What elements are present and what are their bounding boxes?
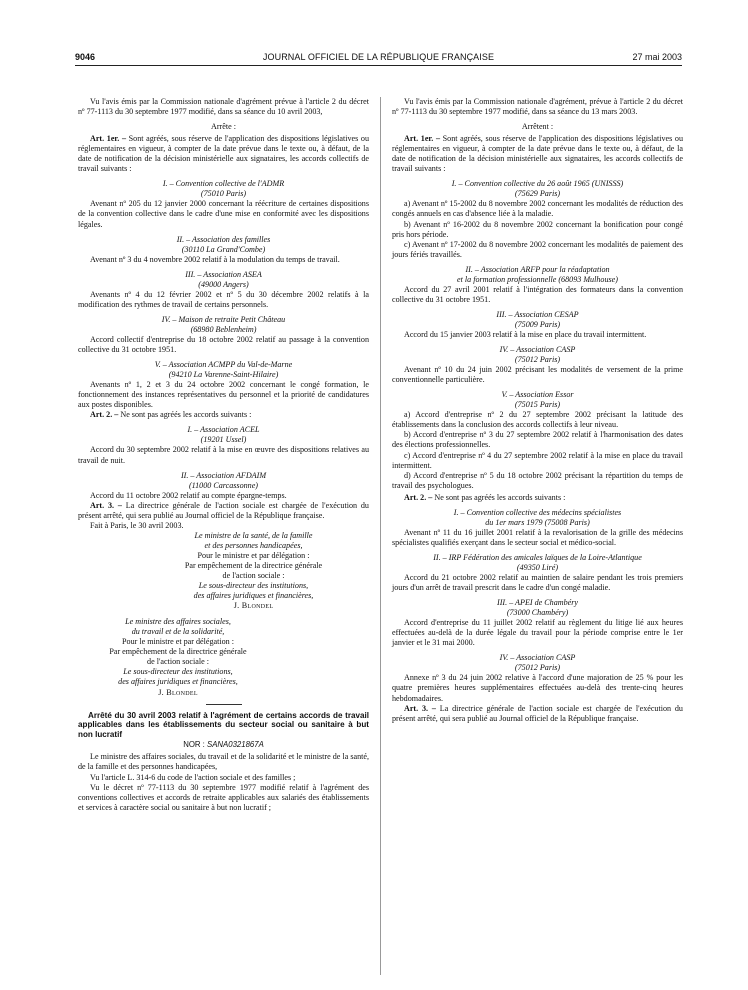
article-label: Art. 2. – xyxy=(404,492,433,502)
nor-label: NOR : xyxy=(183,740,208,750)
signature-block-2 xyxy=(78,617,278,697)
article-text: Sont agréés, sous réserve de l'application des dispositions législatives ou réglementaires en vigueur, à compter de la date prévue dans le texte ou, à défaut, de la date de notification de la décision ministérielle aux signataires, les accords collectifs de travail suivants : xyxy=(78,134,369,174)
decree-paragraph: Vu le décret nº 77-1113 du 30 septembre 1977 modifié relatif à l'agrément des conventions collectives et accords de retraite applicables aux salariés des établissements et services à caractère social ou sanitaire à but non lucratif ; xyxy=(78,782,369,812)
signatory-name: J. Blondel xyxy=(158,687,198,697)
arrete-heading: Arrête : xyxy=(211,122,236,132)
item-text: c) Accord d'entreprise nº 4 du 27 septembre 2002 relatif à la mise en place du travail intermittent. xyxy=(392,450,683,470)
issue-date: 27 mai 2003 xyxy=(632,52,682,62)
signature-line: des affaires juridiques et financières, xyxy=(193,591,314,601)
signature-line: Le ministre de la santé, de la famille xyxy=(194,530,313,540)
nor-code: SANA0321867A xyxy=(207,740,264,750)
section-text: Accord du 21 octobre 2002 relatif au maintien de salaire pendant les trois premiers jours d'un arrêt de travail prescrit dans le cadre d'un congé maladie. xyxy=(392,573,683,593)
section-location: (94210 La Varenne-Saint-Hilaire) xyxy=(168,370,279,380)
signature-line: Pour le ministre et par délégation : xyxy=(122,637,234,647)
signature-line: Le sous-directeur des institutions, xyxy=(198,581,309,591)
section-location: (68980 Beblenheim) xyxy=(190,324,257,334)
item-text: a) Avenant nº 15-2002 du 8 novembre 2002 concernant les modalités de réduction des congés annuels en cas d'absence liée à la maladie. xyxy=(392,199,683,219)
section-location: (73000 Chambéry) xyxy=(506,608,569,618)
section-title: I. – Convention collective de l'ADMR xyxy=(162,179,285,189)
section-text: Avenant nº 205 du 12 janvier 2000 concernant la réécriture de certaines dispositions de la convention collective dans le cadre d'une mise en conformité avec les dispositions légales. xyxy=(78,199,369,229)
signature-line: de l'action sociale : xyxy=(147,657,209,667)
article-2 xyxy=(392,493,683,503)
item-text: c) Avenant nº 17-2002 du 8 novembre 2002 concernant les modalités de paiement des jours fériés travaillés. xyxy=(392,239,683,259)
signatory-name: J. Blondel xyxy=(233,601,274,611)
article-text: Ne sont pas agréés les accords suivants : xyxy=(432,492,566,502)
section-location: (75009 Paris) xyxy=(514,319,561,329)
left-column xyxy=(78,97,369,813)
decree-title: Arrêté du 30 avril 2003 relatif à l'agrément de certains accords de travail applicables dans les établissements du secteur social ou sanitaire à but non lucratif xyxy=(78,710,369,739)
column-divider xyxy=(380,97,381,975)
section-text: Avenants nº 4 du 12 février 2002 et nº 5 du 30 décembre 2002 relatifs à la modification des rythmes de travail de certains personnels. xyxy=(78,289,369,309)
item-text: d) Accord d'entreprise nº 5 du 18 octobre 2002 précisant la répartition du temps de travail des psychologues. xyxy=(392,470,683,490)
article-1 xyxy=(392,134,683,174)
section-title: II. – Association AFDAIM xyxy=(180,470,267,480)
signature-date: Fait à Paris, le 30 avril 2003. xyxy=(90,520,184,530)
section-location: (75012 Paris) xyxy=(514,663,561,673)
section-text: Avenant nº 3 du 4 novembre 2002 relatif à la modulation du temps de travail. xyxy=(90,254,340,264)
journal-title: JOURNAL OFFICIEL DE LA RÉPUBLIQUE FRANÇAISE xyxy=(262,52,495,62)
page-number: 9046 xyxy=(75,52,96,62)
signature-line: des affaires juridiques et financières, xyxy=(118,677,238,687)
article-text: Ne sont pas agréés les accords suivants : xyxy=(118,410,252,420)
item-text: a) Accord d'entreprise nº 2 du 27 septembre 2002 précisant la latitude des établissements dans la conclusion des accords collectifs à leur niveau. xyxy=(392,410,683,430)
article-label: Art. 3. – xyxy=(404,703,436,713)
article-1 xyxy=(78,134,369,174)
signature-line: Par empêchement de la directrice générale xyxy=(184,560,323,570)
section-text: Avenant nº 11 du 16 juillet 2001 relatif à la revalorisation de la grille des médecins spécialistes qualifiés exerçant dans le secteur social et médico-social. xyxy=(392,527,683,547)
section-title: V. – Association Essor xyxy=(501,390,574,400)
section-title: I. – Association ACEL xyxy=(187,425,260,435)
section-text: Avenants nº 1, 2 et 3 du 24 octobre 2002 concernant le congé formation, le fonctionnement des instances représentatives du personnel et la priorité de candidatures aux postes disponibles. xyxy=(78,380,369,410)
section-title-cont: et la formation professionnelle (68093 Mulhouse) xyxy=(457,274,618,284)
section-title: IV. – Maison de retraite Petit Château xyxy=(161,314,286,324)
article-3 xyxy=(392,704,683,724)
section-location: (75629 Paris) xyxy=(514,189,561,199)
section-text: Annexe nº 3 du 24 juin 2002 relative à l'accord d'une majoration de 25 % pour les quatre premières heures supplémentaires effectuées au-delà des trente-cinq heures hebdomadaires. xyxy=(392,673,683,703)
section-text: Accord du 27 avril 2001 relatif à l'intégration des formateurs dans la convention collective du 31 octobre 1951. xyxy=(392,284,683,304)
section-title: V. – Association ACMPP du Val-de-Marne xyxy=(154,360,293,370)
section-location: (75012 Paris) xyxy=(514,355,561,365)
intro-paragraph: Vu l'avis émis par la Commission nationale d'agrément prévue à l'article 2 du décret nº 77-1113 du 30 septembre 1977 modifié, dans sa séance du 10 avril 2003, xyxy=(78,97,369,117)
section-title: I. – Convention collective des médecins spécialistes xyxy=(453,507,622,517)
section-title: III. – Association CESAP xyxy=(496,309,579,319)
signature-block-1 xyxy=(138,531,369,611)
section-location: (75010 Paris) xyxy=(200,189,247,199)
section-title: II. – Association ARFP pour la réadaptation xyxy=(465,264,610,274)
section-title: II. – IRP Fédération des amicales laïques de la Loire-Atlantique xyxy=(433,552,642,562)
nor-reference xyxy=(78,740,369,750)
article-label: Art. 1er. – xyxy=(404,134,440,144)
article-text: La directrice générale de l'action sociale est chargée de l'exécution du présent arrêté, qui sera publié au Journal officiel de la République française. xyxy=(392,703,683,723)
section-title: III. – Association ASEA xyxy=(185,269,262,279)
signature-line: Le sous-directeur des institutions, xyxy=(123,667,233,677)
item-text: b) Accord d'entreprise nº 3 du 27 septembre 2002 relatif à l'harmonisation des dates des élections professionnelles. xyxy=(392,430,683,450)
section-text: Accord du 30 septembre 2002 relatif à la mise en œuvre des dispositions relatives au travail de nuit. xyxy=(78,445,369,465)
signature-line: Par empêchement de la directrice générale xyxy=(109,647,247,657)
header-rule xyxy=(75,65,682,66)
section-title: I. – Convention collective du 26 août 1965 (UNISSS) xyxy=(451,179,624,189)
section-location: (49000 Angers) xyxy=(198,279,249,289)
section-text: Accord du 15 janvier 2003 relatif à la mise en place du travail intermittent. xyxy=(404,329,647,339)
section-text: Accord d'entreprise du 11 juillet 2002 relatif au règlement du litige lié aux heures effectuées au-delà de la durée légale du travail pour la période comprise entre le 1er janvier et le 31 mai 2000. xyxy=(392,618,683,648)
arretent-heading: Arrêtent : xyxy=(521,122,554,132)
page-header xyxy=(75,52,682,66)
decree-paragraph: Le ministre des affaires sociales, du travail et de la solidarité et le ministre de la santé, de la famille et des personnes handicapées, xyxy=(78,752,369,772)
article-3 xyxy=(78,501,369,521)
signature-line: Pour le ministre et par délégation : xyxy=(197,550,310,560)
article-label: Art. 1er. – xyxy=(90,134,126,144)
section-title: II. – Association des familles xyxy=(176,234,271,244)
section-title: IV. – Association CASP xyxy=(499,653,576,663)
section-text: Avenant nº 10 du 24 juin 2002 précisant les modalités de versement de la prime conventionnelle particulière. xyxy=(392,365,683,385)
section-title: IV. – Association CASP xyxy=(499,345,576,355)
section-text: Accord collectif d'entreprise du 18 octobre 2002 relatif au passage à la convention collective du 31 octobre 1951. xyxy=(78,334,369,355)
article-text: Sont agréés, sous réserve de l'application des dispositions législatives ou réglementaires en vigueur, à compter de la date prévue dans le texte ou, à défaut, de la date de notification de la décision ministérielle aux signataires, les accords collectifs de travail suivants : xyxy=(392,134,683,174)
section-location: (49350 Liré) xyxy=(516,562,559,572)
section-location: (19201 Ussel) xyxy=(200,435,247,445)
article-label: Art. 2. – xyxy=(90,410,119,420)
decree-separator xyxy=(206,704,242,705)
article-text: La directrice générale de l'action sociale est chargée de l'exécution du présent arrêté, qui sera publié au Journal officiel de la République française. xyxy=(78,500,369,520)
section-title-cont: du 1er mars 1979 (75008 Paris) xyxy=(485,517,590,527)
article-2 xyxy=(78,410,369,420)
section-location: (30110 La Grand'Combe) xyxy=(181,244,266,254)
section-text: Accord du 11 octobre 2002 relatif au compte épargne-temps. xyxy=(90,490,287,500)
signature-line: Le ministre des affaires sociales, xyxy=(125,617,231,627)
signature-line: et des personnes handicapées, xyxy=(204,540,303,550)
section-title: III. – APEI de Chambéry xyxy=(497,598,578,608)
section-location: (11000 Carcassonne) xyxy=(188,480,258,490)
signature-line: de l'action sociale : xyxy=(222,571,285,581)
section-location: (75015 Paris) xyxy=(514,400,561,410)
article-label: Art. 3. – xyxy=(90,500,122,510)
right-column xyxy=(392,97,683,724)
signature-line: du travail et de la solidarité, xyxy=(131,627,225,637)
decree-paragraph: Vu l'article L. 314-6 du code de l'action sociale et des familles ; xyxy=(90,772,296,782)
item-text: b) Avenant nº 16-2002 du 8 novembre 2002 concernant la bonification pour congé pris hors période. xyxy=(392,219,683,239)
intro-paragraph: Vu l'avis émis par la Commission nationale d'agrément, prévue à l'article 2 du décret nº 77-1113 du 30 septembre 1977 modifié, dans sa séance du 13 mars 2003. xyxy=(392,97,683,117)
